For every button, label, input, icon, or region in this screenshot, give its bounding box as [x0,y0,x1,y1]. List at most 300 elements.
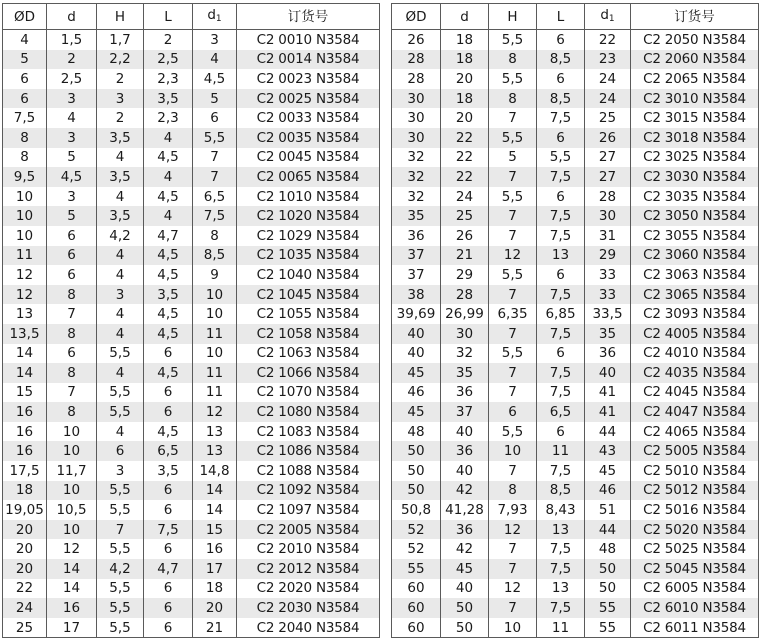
cell-d: 30 [441,324,489,344]
cell-od: 52 [392,520,441,540]
cell-h: 4 [97,148,144,168]
cell-d: 14 [47,579,97,599]
cell-od: 19,05 [3,500,47,520]
table-row [3,89,380,109]
cell-h: 4,2 [97,559,144,579]
cell-order-number: C2 1086 N3584 [237,441,380,461]
cell-d1: 15 [193,520,237,540]
cell-d1: 22 [585,30,631,50]
cell-od: 13,5 [3,324,47,344]
table-row [392,285,759,305]
col-header-d1-subscript: 1 [608,13,615,24]
col-header-d1-subscript: 1 [215,13,222,24]
cell-h: 8 [489,89,537,109]
cell-l: 3,5 [144,89,193,109]
cell-d: 20 [441,108,489,128]
col-header-l: L [537,4,585,30]
cell-h: 3,5 [97,167,144,187]
cell-d: 4,5 [47,167,97,187]
cell-d1: 8,5 [193,246,237,266]
cell-order-number: C2 5020 N3584 [631,520,759,540]
cell-d1: 33 [585,265,631,285]
cell-d1: 33,5 [585,304,631,324]
cell-d: 32 [441,344,489,364]
cell-order-number: C2 1035 N3584 [237,246,380,266]
cell-order-number: C2 5005 N3584 [631,441,759,461]
cell-od: 38 [392,285,441,305]
cell-l: 6 [537,422,585,442]
cell-order-number: C2 4035 N3584 [631,363,759,383]
cell-h: 7 [489,559,537,579]
cell-h: 5,5 [97,579,144,599]
table-row [3,579,380,599]
cell-h: 6,35 [489,304,537,324]
cell-l: 4,7 [144,559,193,579]
table-row [392,579,759,599]
cell-d1: 35 [585,324,631,344]
cell-h: 10 [489,618,537,638]
cell-order-number: C2 2010 N3584 [237,539,380,559]
cell-od: 14 [3,344,47,364]
cell-od: 13 [3,304,47,324]
cell-l: 7,5 [537,226,585,246]
table-row [392,422,759,442]
table-row [392,324,759,344]
cell-h: 7 [489,206,537,226]
cell-h: 5,5 [489,265,537,285]
table-row [3,206,380,226]
cell-d: 42 [441,539,489,559]
cell-d: 7 [47,383,97,403]
table-row [3,265,380,285]
cell-l: 6,5 [537,402,585,422]
cell-h: 7 [489,539,537,559]
table-row [3,304,380,324]
cell-d: 10 [47,520,97,540]
cell-d1: 28 [585,187,631,207]
cell-order-number: C2 0035 N3584 [237,128,380,148]
cell-order-number: C2 1066 N3584 [237,363,380,383]
cell-order-number: C2 1040 N3584 [237,265,380,285]
cell-order-number: C2 4010 N3584 [631,344,759,364]
cell-d1: 33 [585,285,631,305]
cell-od: 50,8 [392,500,441,520]
cell-h: 10 [489,441,537,461]
cell-l: 7,5 [144,520,193,540]
table-row [392,520,759,540]
cell-order-number: C2 2060 N3584 [631,50,759,70]
cell-l: 6 [144,481,193,501]
cell-d1: 30 [585,206,631,226]
table-row [3,441,380,461]
table-row [392,304,759,324]
cell-h: 2,2 [97,50,144,70]
col-header-d1 [585,4,631,30]
cell-d: 45 [441,559,489,579]
dimension-table-left [2,3,380,638]
cell-order-number: C2 1058 N3584 [237,324,380,344]
cell-od: 55 [392,559,441,579]
cell-l: 4,5 [144,187,193,207]
cell-d: 40 [441,422,489,442]
cell-h: 5,5 [97,500,144,520]
cell-d: 18 [441,30,489,50]
cell-d: 42 [441,481,489,501]
table-row [3,226,380,246]
cell-order-number: C2 1097 N3584 [237,500,380,520]
cell-d1: 31 [585,226,631,246]
cell-l: 4 [144,128,193,148]
table-row [3,402,380,422]
cell-d: 6 [47,344,97,364]
table-row [392,441,759,461]
cell-d: 8 [47,363,97,383]
cell-od: 16 [3,441,47,461]
cell-order-number: C2 3030 N3584 [631,167,759,187]
cell-order-number: C2 1080 N3584 [237,402,380,422]
cell-order-number: C2 5025 N3584 [631,539,759,559]
cell-od: 15 [3,383,47,403]
cell-d1: 16 [193,539,237,559]
dimension-table-right [391,3,759,638]
cell-l: 6 [144,539,193,559]
cell-order-number: C2 0033 N3584 [237,108,380,128]
cell-d1: 11 [193,363,237,383]
cell-order-number: C2 1063 N3584 [237,344,380,364]
cell-od: 4 [3,30,47,50]
cell-d1: 27 [585,167,631,187]
table-header-row [3,4,380,30]
col-header-d: d [441,4,489,30]
table-row [392,481,759,501]
cell-l: 13 [537,246,585,266]
cell-d: 5 [47,148,97,168]
cell-d: 4 [47,108,97,128]
cell-d1: 43 [585,441,631,461]
cell-h: 2 [97,69,144,89]
cell-d1: 25 [585,108,631,128]
cell-h: 12 [489,579,537,599]
cell-od: 24 [3,598,47,618]
cell-d: 10,5 [47,500,97,520]
cell-h: 3 [97,461,144,481]
col-header-d1-base: d [207,6,216,23]
cell-od: 40 [392,344,441,364]
cell-order-number: C2 4045 N3584 [631,383,759,403]
cell-od: 12 [3,265,47,285]
cell-d: 22 [441,128,489,148]
cell-od: 7,5 [3,108,47,128]
cell-order-number: C2 5012 N3584 [631,481,759,501]
cell-d: 5 [47,206,97,226]
table-row [392,246,759,266]
cell-d1: 26 [585,128,631,148]
cell-od: 60 [392,598,441,618]
cell-order-number: C2 0045 N3584 [237,148,380,168]
cell-order-number: C2 3050 N3584 [631,206,759,226]
cell-d1: 11 [193,324,237,344]
table-row [392,461,759,481]
table-row [3,285,380,305]
cell-od: 32 [392,167,441,187]
table-row [392,363,759,383]
cell-l: 7,5 [537,206,585,226]
cell-order-number: C2 2030 N3584 [237,598,380,618]
cell-order-number: C2 0065 N3584 [237,167,380,187]
cell-d1: 18 [193,579,237,599]
cell-d1: 12 [193,402,237,422]
table-row [3,461,380,481]
cell-od: 5 [3,50,47,70]
cell-h: 3,5 [97,206,144,226]
cell-order-number: C2 5016 N3584 [631,500,759,520]
cell-order-number: C2 3060 N3584 [631,246,759,266]
cell-od: 16 [3,422,47,442]
cell-d: 29 [441,265,489,285]
cell-d1: 41 [585,402,631,422]
cell-od: 14 [3,363,47,383]
cell-l: 6 [537,265,585,285]
cell-d1: 36 [585,344,631,364]
cell-order-number: C2 3015 N3584 [631,108,759,128]
cell-order-number: C2 3055 N3584 [631,226,759,246]
cell-h: 5,5 [489,69,537,89]
cell-od: 8 [3,128,47,148]
cell-order-number: C2 6011 N3584 [631,618,759,638]
table-row [392,128,759,148]
cell-od: 16 [3,402,47,422]
cell-h: 5 [489,148,537,168]
cell-h: 5,5 [97,481,144,501]
cell-h: 4 [97,187,144,207]
table-header-row [392,4,759,30]
cell-d1: 7 [193,148,237,168]
cell-h: 12 [489,520,537,540]
cell-order-number: C2 6010 N3584 [631,598,759,618]
cell-od: 6 [3,89,47,109]
cell-order-number: C2 1029 N3584 [237,226,380,246]
table-row [392,383,759,403]
cell-d1: 13 [193,422,237,442]
cell-l: 7,5 [537,559,585,579]
table-row [392,618,759,638]
cell-h: 7 [489,363,537,383]
cell-l: 4 [144,206,193,226]
cell-h: 4 [97,324,144,344]
cell-l: 2,3 [144,108,193,128]
cell-d1: 41 [585,383,631,403]
cell-h: 4 [97,304,144,324]
cell-d: 8 [47,285,97,305]
cell-l: 11 [537,618,585,638]
cell-od: 39,69 [392,304,441,324]
cell-od: 10 [3,206,47,226]
cell-l: 6 [537,128,585,148]
cell-d: 22 [441,167,489,187]
table-row [3,363,380,383]
cell-od: 48 [392,422,441,442]
table-row [3,598,380,618]
cell-h: 5,5 [97,383,144,403]
cell-od: 35 [392,206,441,226]
cell-d1: 40 [585,363,631,383]
cell-od: 50 [392,461,441,481]
cell-h: 5,5 [97,344,144,364]
cell-od: 20 [3,559,47,579]
cell-d: 16 [47,598,97,618]
table-row [392,30,759,50]
cell-order-number: C2 0010 N3584 [237,30,380,50]
table-row [3,167,380,187]
cell-od: 46 [392,383,441,403]
cell-d1: 7,5 [193,206,237,226]
cell-d: 6 [47,226,97,246]
table-row [3,246,380,266]
cell-d: 12 [47,539,97,559]
cell-l: 7,5 [537,108,585,128]
cell-h: 5,5 [97,618,144,638]
cell-d1: 50 [585,579,631,599]
cell-l: 8,5 [537,89,585,109]
cell-h: 7 [489,383,537,403]
cell-d1: 20 [193,598,237,618]
cell-od: 10 [3,226,47,246]
cell-od: 17,5 [3,461,47,481]
cell-d: 20 [441,69,489,89]
cell-h: 3,5 [97,128,144,148]
table-row [3,520,380,540]
cell-od: 18 [3,481,47,501]
cell-order-number: C2 5045 N3584 [631,559,759,579]
cell-d: 2,5 [47,69,97,89]
cell-l: 13 [537,520,585,540]
cell-d1: 14 [193,481,237,501]
table-row [3,481,380,501]
cell-order-number: C2 2040 N3584 [237,618,380,638]
cell-od: 52 [392,539,441,559]
cell-l: 13 [537,579,585,599]
table-row [392,108,759,128]
cell-l: 4,5 [144,265,193,285]
cell-d1: 10 [193,344,237,364]
cell-d: 26,99 [441,304,489,324]
cell-h: 5,5 [97,402,144,422]
table-row [3,187,380,207]
cell-d: 37 [441,402,489,422]
cell-l: 2,3 [144,69,193,89]
col-header-h: H [97,4,144,30]
cell-od: 45 [392,363,441,383]
cell-d: 7 [47,304,97,324]
cell-d1: 46 [585,481,631,501]
cell-h: 4 [97,422,144,442]
cell-order-number: C2 3065 N3584 [631,285,759,305]
cell-l: 6 [144,402,193,422]
cell-d1: 48 [585,539,631,559]
cell-h: 6 [97,441,144,461]
cell-l: 4,5 [144,148,193,168]
cell-d1: 50 [585,559,631,579]
cell-order-number: C2 2050 N3584 [631,30,759,50]
cell-order-number: C2 4005 N3584 [631,324,759,344]
cell-order-number: C2 1010 N3584 [237,187,380,207]
cell-l: 7,5 [537,363,585,383]
cell-l: 7,5 [537,285,585,305]
cell-d1: 44 [585,422,631,442]
cell-l: 4,7 [144,226,193,246]
cell-h: 7 [489,324,537,344]
cell-d: 14 [47,559,97,579]
cell-h: 12 [489,246,537,266]
cell-order-number: C2 3063 N3584 [631,265,759,285]
cell-d1: 5,5 [193,128,237,148]
cell-order-number: C2 1070 N3584 [237,383,380,403]
table-row [3,108,380,128]
cell-l: 2,5 [144,50,193,70]
table-row [392,226,759,246]
cell-h: 8 [489,481,537,501]
col-header-order-number: 订货号 [631,4,759,30]
cell-l: 6 [537,69,585,89]
cell-d: 3 [47,89,97,109]
cell-od: 6 [3,69,47,89]
cell-d1: 11 [193,383,237,403]
cell-l: 6 [537,344,585,364]
cell-d1: 21 [193,618,237,638]
cell-d: 6 [47,246,97,266]
cell-l: 4,5 [144,363,193,383]
cell-l: 4 [144,167,193,187]
table-row [392,559,759,579]
cell-d: 2 [47,50,97,70]
cell-l: 6 [144,344,193,364]
table-row [392,265,759,285]
table-row [3,50,380,70]
cell-l: 6 [144,500,193,520]
cell-order-number: C2 1045 N3584 [237,285,380,305]
cell-d: 50 [441,598,489,618]
cell-l: 4,5 [144,422,193,442]
cell-d1: 17 [193,559,237,579]
cell-d1: 55 [585,598,631,618]
cell-d1: 3 [193,30,237,50]
cell-h: 6 [489,402,537,422]
cell-d1: 10 [193,285,237,305]
cell-d: 50 [441,618,489,638]
cell-d: 6 [47,265,97,285]
cell-d: 1,5 [47,30,97,50]
cell-h: 4 [97,246,144,266]
cell-order-number: C2 1055 N3584 [237,304,380,324]
cell-d1: 24 [585,89,631,109]
cell-order-number: C2 1092 N3584 [237,481,380,501]
table-row [3,148,380,168]
cell-od: 37 [392,246,441,266]
table-row [392,402,759,422]
cell-l: 7,5 [537,383,585,403]
cell-d: 10 [47,481,97,501]
col-header-l: L [144,4,193,30]
cell-l: 6 [144,579,193,599]
table-row [392,598,759,618]
cell-order-number: C2 3010 N3584 [631,89,759,109]
cell-d: 28 [441,285,489,305]
cell-h: 5,5 [97,539,144,559]
col-header-od: ØD [3,4,47,30]
cell-h: 7 [489,285,537,305]
cell-h: 8 [489,50,537,70]
cell-d: 3 [47,187,97,207]
